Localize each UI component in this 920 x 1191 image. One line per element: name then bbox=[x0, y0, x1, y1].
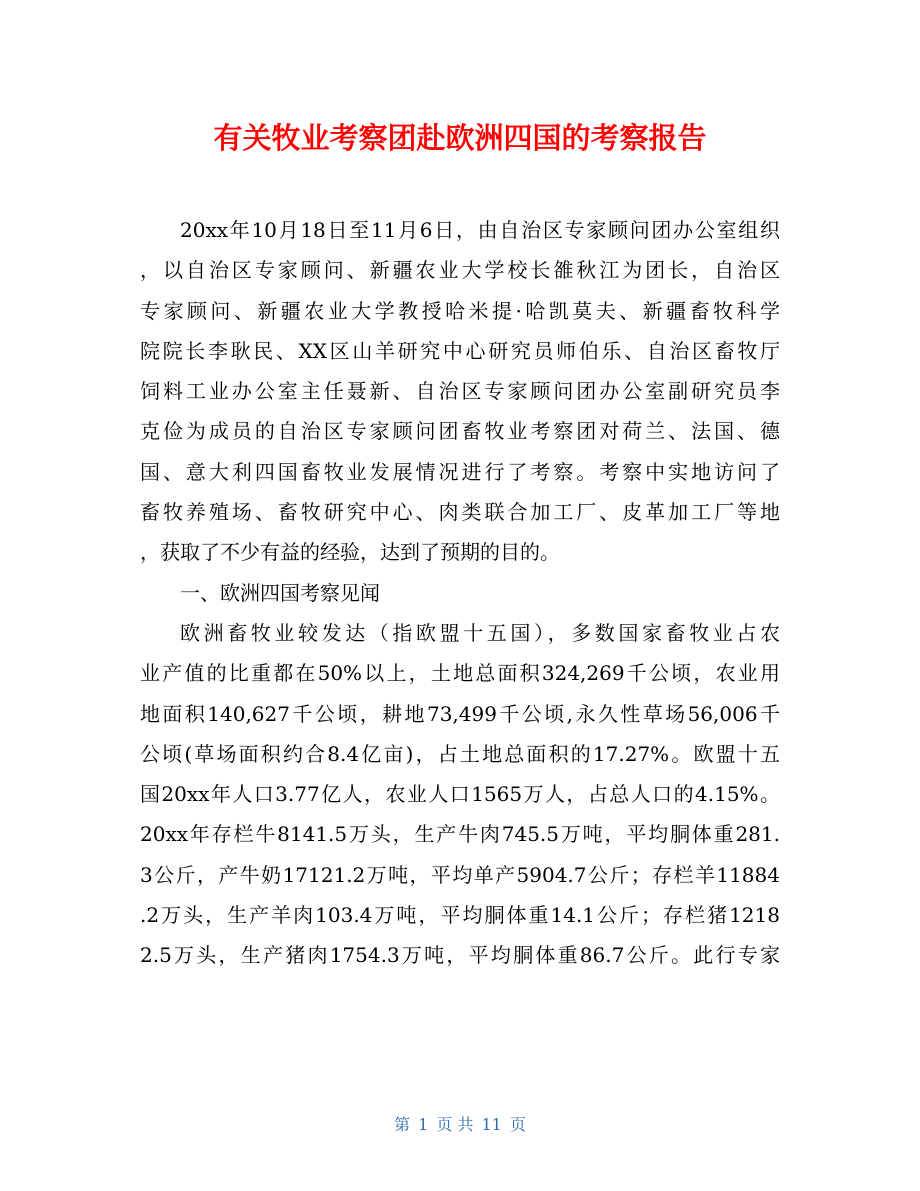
paragraph-line: 3公斤，产牛奶17121.2万吨，平均单产5904.7公斤；存栏羊11884 bbox=[140, 862, 780, 887]
paragraph-line: 欧洲畜牧业较发达（指欧盟十五国），多数国家畜牧业占农 bbox=[180, 620, 780, 645]
paragraph-line: 20xx年存栏牛8141.5万头，生产牛肉745.5万吨，平均胴体重281. bbox=[140, 822, 780, 847]
paragraph-line: 专家顾问、新疆农业大学教授哈米提·哈凯莫夫、新疆畜牧科学 bbox=[140, 298, 780, 323]
paragraph-line: 20xx年10月18日至11月6日，由自治区专家顾问团办公室组织 bbox=[180, 218, 780, 242]
paragraph-line: .2万头，生产羊肉103.4万吨，平均胴体重14.1公斤；存栏猪1218 bbox=[140, 903, 780, 928]
document-title: 有关牧业考察团赴欧洲四国的考察报告 bbox=[213, 121, 707, 155]
paragraph-line: ，以自治区专家顾问、新疆农业大学校长雒秋江为团长，自治区 bbox=[140, 258, 780, 283]
page-label-suffix: 页 bbox=[509, 1115, 526, 1134]
page-label-prefix: 第 bbox=[394, 1115, 411, 1134]
page-label-mid: 页 共 bbox=[436, 1115, 474, 1134]
paragraph-line: 国20xx年人口3.77亿人，农业人口1565万人，占总人口的4.15%。 bbox=[140, 782, 780, 807]
current-page-number: 1 bbox=[418, 1115, 429, 1134]
paragraph-line: 公顷(草场面积约合8.4亿亩)，占土地总面积的17.27%。欧盟十五 bbox=[140, 741, 780, 766]
paragraph-line: ，获取了不少有益的经验，达到了预期的目的。 bbox=[140, 540, 560, 565]
section-heading: 一、欧洲四国考察见闻 bbox=[180, 580, 380, 605]
paragraph-line: 地面积140,627千公顷，耕地73,499千公顷,永久性草场56,006千 bbox=[140, 701, 780, 726]
paragraph-line: 院院长李耿民、XX区山羊研究中心研究员师伯乐、自治区畜牧厅 bbox=[140, 338, 780, 363]
document-body bbox=[140, 210, 780, 976]
paragraph-line: 畜牧养殖场、畜牧研究中心、肉类联合加工厂、皮革加工厂等地 bbox=[140, 500, 780, 525]
total-pages-number: 11 bbox=[481, 1115, 502, 1134]
paragraph-line: 饲料工业办公室主任聂新、自治区专家顾问团办公室副研究员李 bbox=[140, 379, 780, 404]
page-footer bbox=[0, 1113, 920, 1137]
paragraph-line: 业产值的比重都在50%以上，土地总面积324,269千公顷，农业用 bbox=[140, 661, 780, 686]
paragraph-line: 克俭为成员的自治区专家顾问团畜牧业考察团对荷兰、法国、德 bbox=[140, 419, 780, 444]
paragraph-line: 国、意大利四国畜牧业发展情况进行了考察。考察中实地访问了 bbox=[140, 459, 780, 484]
paragraph-line: 2.5万头，生产猪肉1754.3万吨，平均胴体重86.7公斤。此行专家 bbox=[140, 943, 780, 968]
